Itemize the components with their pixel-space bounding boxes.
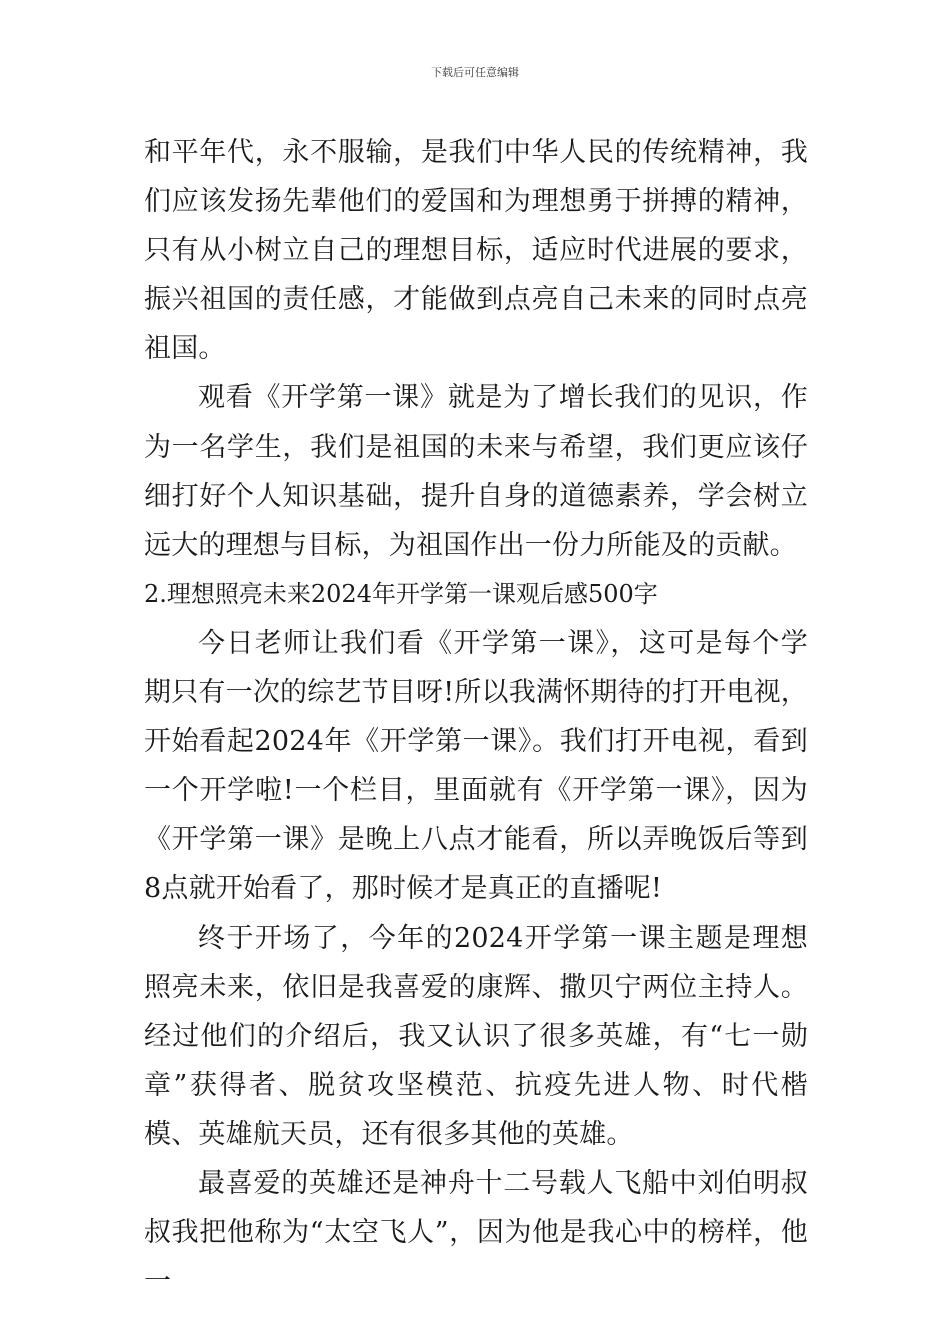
paragraph-4: 终于开场了，今年的2024开学第一课主题是理想照亮未来，依旧是我喜爱的康辉、撒贝宁两位主持人。经过他们的介绍后，我又认识了很多英雄，有“七一勋章”获得者、脱贫攻坚模范、抗疫先进人物、时代楷模、英雄航天员，还有很多其他的英雄。 (144, 922, 808, 1150)
paragraph-1: 和平年代，永不服输，是我们中华人民的传统精神，我们应该发扬先辈他们的爱国和为理想勇于拼搏的精神，只有从小树立自己的理想目标，适应时代进展的要求，振兴祖国的责任感，才能做到点亮自己未来的同时点亮祖国。 (144, 137, 808, 365)
page-header: 下载后可任意编辑 (431, 66, 519, 79)
section-heading-2: 2.理想照亮未来2024年开学第一课观后感500字 (144, 579, 658, 608)
paragraph-5: 最喜爱的英雄还是神舟十二号载人飞船中刘伯明叔叔我把他称为“太空飞人”，因为他是我心中的榜样，他一 (144, 1167, 808, 1298)
paragraph-3: 今日老师让我们看《开学第一课》，这可是每个学期只有一次的综艺节目呀!所以我满怀期待的打开电视，开始看起2024年《开学第一课》。我们打开电视，看到一个开学啦!一个栏目，里面就有《开学第一课》，因为《开学第一课》是晚上八点才能看，所以弄晚饭后等到8点就开始看了，那时候才是真正的直播呢! (144, 627, 808, 905)
document-body (144, 128, 808, 1306)
paragraph-2: 观看《开学第一课》就是为了增长我们的见识，作为一名学生，我们是祖国的未来与希望，我们更应该仔细打好个人知识基础，提升自身的道德素养，学会树立远大的理想与目标，为祖国作出一份力所能及的贡献。 (144, 382, 808, 561)
